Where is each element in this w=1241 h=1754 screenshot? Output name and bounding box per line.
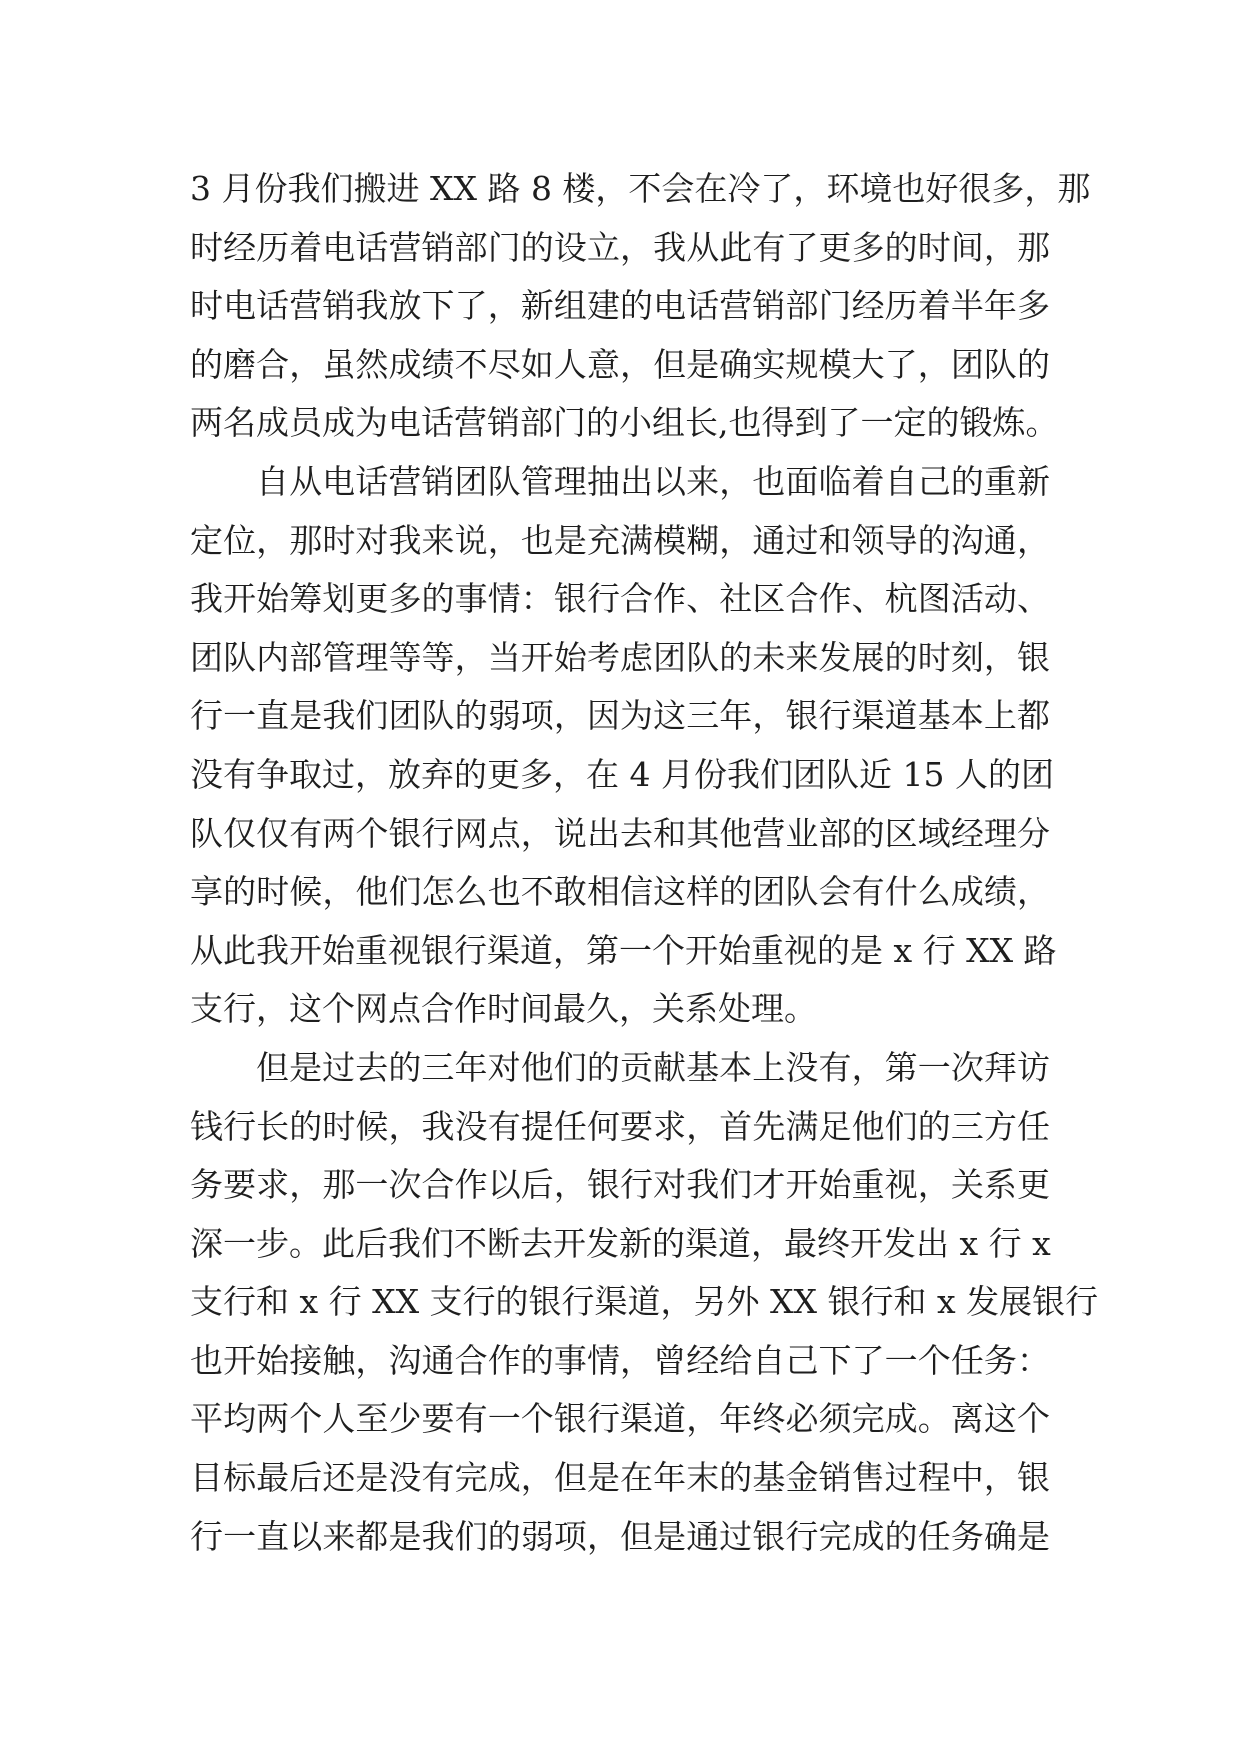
text-line: 自从电话营销团队管理抽出以来，也面临着自己的重新 [256, 461, 1050, 501]
text-line: 支行，这个网点合作时间最久，关系处理。 [190, 989, 817, 1029]
text-line: 从此我开始重视银行渠道，第一个开始重视的是 x 行 XX 路 [190, 930, 1057, 970]
text-line: 时电话营销我放下了，新组建的电话营销部门经历着半年多 [190, 286, 1050, 326]
text-line: 平均两个人至少要有一个银行渠道，年终必须完成。离这个 [190, 1399, 1050, 1439]
text-line: 行一直是我们团队的弱项，因为这三年，银行渠道基本上都 [190, 696, 1050, 736]
text-line: 钱行长的时候，我没有提任何要求，首先满足他们的三方任 [190, 1106, 1050, 1146]
text-line: 我开始筹划更多的事情：银行合作、社区合作、杭图活动、 [190, 579, 1050, 619]
text-line: 深一步。此后我们不断去开发新的渠道，最终开发出 x 行 x [190, 1223, 1051, 1263]
text-line: 支行和 x 行 XX 支行的银行渠道，另外 XX 银行和 x 发展银行 [190, 1282, 1099, 1322]
text-line: 的磨合，虽然成绩不尽如人意，但是确实规模大了，团队的 [190, 344, 1050, 384]
text-line: 享的时候，他们怎么也不敢相信这样的团队会有什么成绩， [190, 872, 1050, 912]
text-line: 队仅仅有两个银行网点，说出去和其他营业部的区域经理分 [190, 813, 1050, 853]
body-text [190, 160, 1099, 1566]
text-line: 目标最后还是没有完成，但是在年末的基金销售过程中，银 [190, 1458, 1050, 1498]
text-line: 没有争取过，放弃的更多，在 4 月份我们团队近 15 人的团 [190, 754, 1054, 794]
text-line: 但是过去的三年对他们的贡献基本上没有，第一次拜访 [256, 1047, 1050, 1087]
text-line: 也开始接触，沟通合作的事情，曾经给自己下了一个任务： [190, 1340, 1050, 1380]
text-line: 时经历着电话营销部门的设立，我从此有了更多的时间，那 [190, 227, 1050, 267]
text-line: 务要求，那一次合作以后，银行对我们才开始重视，关系更 [190, 1165, 1050, 1205]
text-line: 行一直以来都是我们的弱项，但是通过银行完成的任务确是 [190, 1516, 1050, 1556]
text-line: 3 月份我们搬进 XX 路 8 楼，不会在冷了，环境也好很多，那 [190, 169, 1091, 208]
text-line: 定位，那时对我来说，也是充满模糊，通过和领导的沟通， [190, 520, 1050, 560]
text-line: 两名成员成为电话营销部门的小组长,也得到了一定的锻炼。 [190, 403, 1059, 443]
text-line: 团队内部管理等等，当开始考虑团队的未来发展的时刻，银 [190, 637, 1050, 677]
